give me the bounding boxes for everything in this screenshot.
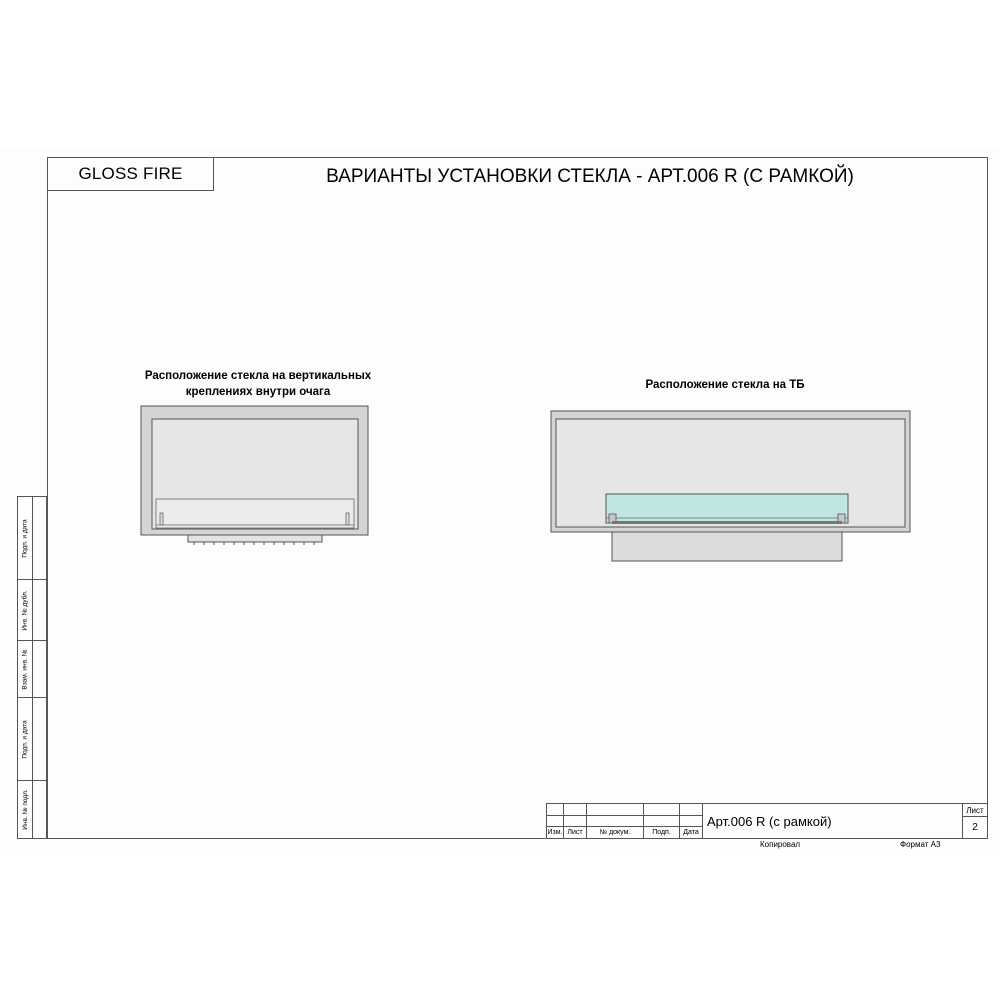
col-signature: Подп. [643,826,680,839]
col-izm: Изм. [546,826,564,839]
left-glass-panel [156,499,354,528]
left-caption-line1: Расположение стекла на вертикальных [144,370,372,382]
right-view-caption: Расположение стекла на ТБ [645,379,805,391]
brand-name: GLOSS FIRE [78,164,183,183]
left-view-caption [110,368,406,400]
col-doc-number: № докум. [586,826,644,839]
right-glass-edge [612,521,842,524]
stamp-cell-5: Инв. № подл. [21,789,29,830]
side-stamp [17,496,47,839]
stamp-cell-2: Инв. № дубл. [21,589,29,631]
left-bracket-1 [160,513,163,525]
sheet-number: 2 [962,816,988,839]
brand-box [47,157,214,191]
right-glass-panel [606,494,848,523]
left-bracket-2 [346,513,349,525]
format-label: Формат А3 [900,840,941,849]
left-burner-base [188,535,322,542]
stamp-cell-3: Взам. инв. № [21,648,29,690]
drawing-title: ВАРИАНТЫ УСТАНОВКИ СТЕКЛА - АРТ.006 R (С РАМКОЙ) [326,166,854,187]
right-burner-block [612,532,842,561]
col-date: Дата [679,826,703,839]
copied-label: Копировал [760,840,801,849]
stamp-cell-4: Подп. и дата [21,719,29,759]
left-caption-line2: креплениях внутри очага [185,386,331,398]
title-block [546,803,988,839]
designation: Арт.006 R (с рамкой) [702,803,963,839]
stamp-cell-1: Подп. и дата [21,518,29,558]
col-list: Лист [563,826,587,839]
left-view-drawing [140,405,380,550]
sheet-label: Лист [962,803,988,817]
right-view-drawing [550,410,915,565]
